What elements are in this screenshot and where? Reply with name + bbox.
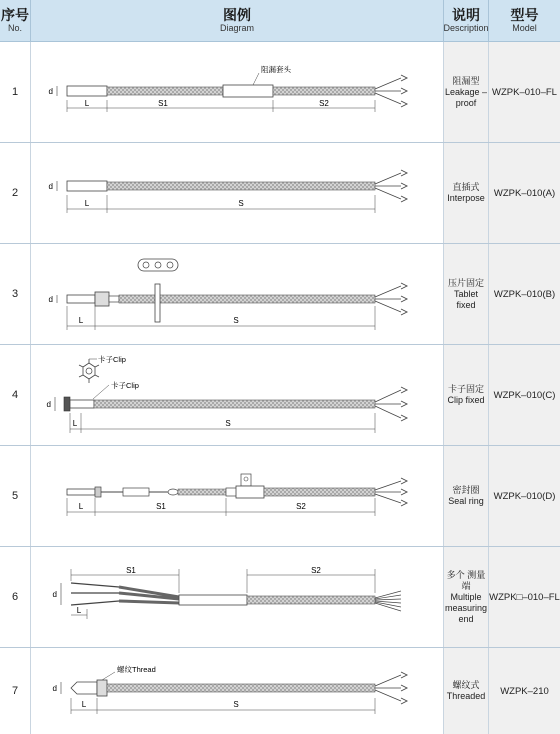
header-model-en: Model: [512, 22, 537, 33]
row-number: 3: [0, 244, 31, 344]
dim-L: L: [78, 502, 84, 511]
desc-zh: 压片固定: [447, 277, 484, 288]
dim-S2: S2: [319, 99, 329, 108]
dim-S2: S2: [296, 502, 306, 511]
desc-en: Threaded: [446, 691, 486, 701]
description-cell: [444, 244, 489, 344]
dim-L: L: [84, 99, 90, 108]
header-model-zh: 型号: [510, 6, 539, 23]
description-cell: [444, 547, 489, 647]
description-cell: [444, 345, 489, 445]
label-clip-top: 卡子Clip: [98, 355, 126, 364]
model-cell: WZPK–010(B): [489, 244, 560, 344]
desc-en: Seal ring: [448, 496, 484, 506]
description-cell: [444, 143, 489, 243]
header-no: [0, 0, 31, 42]
dim-S: S: [225, 419, 231, 428]
dim-d: d: [52, 684, 57, 693]
diagram-cell: [31, 547, 444, 647]
desc-en: Tablet fixed: [453, 288, 479, 310]
row-number: 2: [0, 143, 31, 243]
dim-d: d: [48, 87, 53, 96]
dim-S2: S2: [311, 566, 321, 575]
model-cell: WZPK–010(C): [489, 345, 560, 445]
diagram-cell: [31, 648, 444, 734]
table-row: [0, 42, 560, 143]
diagram-clip-fixed: [31, 345, 444, 445]
header-diagram-en: Diagram: [219, 22, 254, 33]
dim-S: S: [233, 700, 239, 709]
header-no-en: No.: [7, 22, 22, 33]
model-cell: WZPK–010–FL: [489, 42, 560, 142]
label-thread: 螺纹Thread: [117, 665, 156, 674]
dim-S: S: [238, 199, 244, 208]
header-diagram-zh: 图例: [223, 6, 251, 23]
diagram-cell: [31, 42, 444, 142]
table-row: [0, 143, 560, 244]
diagram-seal-ring: [31, 446, 444, 546]
dim-S: S: [233, 316, 239, 325]
table-row: [0, 547, 560, 648]
table-row: [0, 446, 560, 547]
dim-L: L: [76, 606, 82, 615]
row-number: 1: [0, 42, 31, 142]
table-row: [0, 345, 560, 446]
row-number: 5: [0, 446, 31, 546]
table-row: [0, 648, 560, 734]
desc-zh: 直插式: [452, 182, 480, 192]
dim-L: L: [84, 199, 90, 208]
diagram-multiple-measuring: [31, 547, 444, 647]
dim-d: d: [48, 295, 53, 304]
dim-S1: S1: [158, 99, 168, 108]
description-cell: [444, 446, 489, 546]
desc-zh: 螺纹式: [452, 680, 480, 690]
diagram-cell: [31, 143, 444, 243]
diagram-interpose: [31, 143, 444, 243]
dim-S1: S1: [156, 502, 166, 511]
description-cell: [444, 648, 489, 734]
dim-L: L: [81, 700, 87, 709]
desc-en: Clip fixed: [447, 395, 485, 405]
dim-L: L: [78, 316, 84, 325]
dim-d: d: [52, 590, 57, 599]
model-cell: WZPK–010(A): [489, 143, 560, 243]
diagram-cell: [31, 446, 444, 546]
header-description: [444, 0, 489, 42]
header-model: [489, 0, 560, 42]
desc-zh: 卡子固定: [447, 384, 484, 394]
desc-zh: 阻漏型: [452, 75, 480, 86]
desc-en: Leakage –proof: [444, 86, 488, 108]
desc-zh: 多个 测量端: [446, 569, 486, 591]
row-number: 7: [0, 648, 31, 734]
diagram-cell: [31, 345, 444, 445]
table-row: [0, 244, 560, 345]
header-desc-en: Description: [443, 22, 489, 33]
desc-en: Multiple measuring end: [444, 591, 488, 624]
desc-en: Interpose: [447, 193, 485, 203]
desc-zh: 密封圈: [452, 485, 480, 495]
dim-d: d: [48, 182, 53, 191]
label-clip-side: 卡子Clip: [111, 381, 139, 390]
diagram-cell: [31, 244, 444, 344]
dim-L: L: [72, 419, 78, 428]
header-no-zh: 序号: [1, 6, 29, 23]
diagram-tablet-fixed: [31, 244, 444, 344]
dim-S1: S1: [126, 566, 136, 575]
header-desc-zh: 说明: [452, 6, 480, 23]
dim-d: d: [46, 400, 51, 409]
row-number: 4: [0, 345, 31, 445]
model-cell: WZPK□–010–FL: [489, 547, 560, 647]
description-cell: [444, 42, 489, 142]
note-leak-proof-sleeve: 阻漏套头: [261, 65, 291, 74]
row-number: 6: [0, 547, 31, 647]
diagram-leakage-proof: [31, 42, 444, 142]
model-cell: WZPK–210: [489, 648, 560, 734]
header-diagram: [31, 0, 444, 42]
model-cell: WZPK–010(D): [489, 446, 560, 546]
diagram-threaded: [31, 648, 444, 734]
